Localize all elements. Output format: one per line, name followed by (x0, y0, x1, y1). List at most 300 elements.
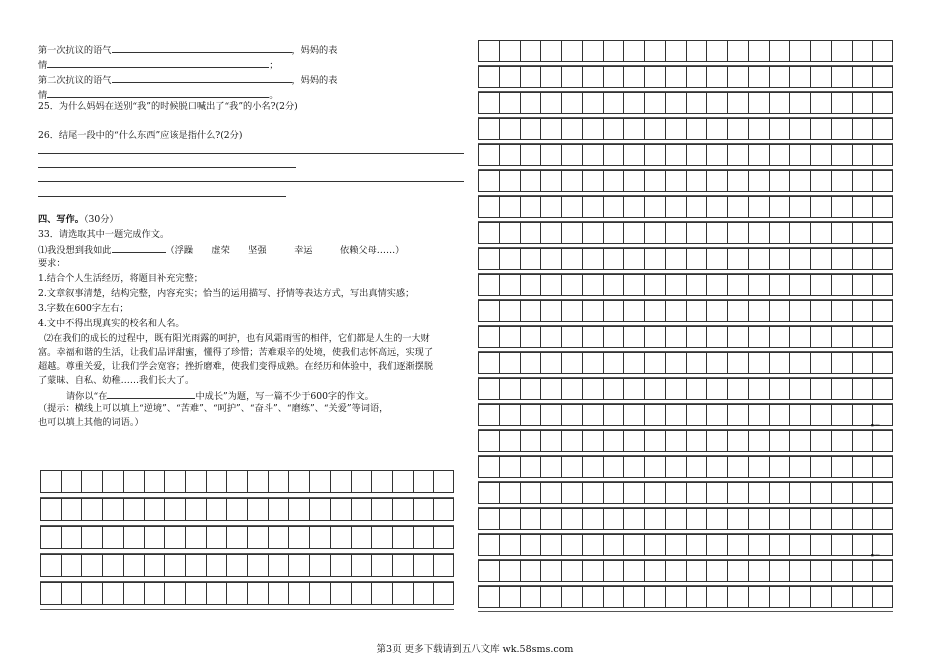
grid-cell-divider (644, 431, 645, 451)
answer-blank[interactable] (112, 73, 292, 83)
grid-cell-divider (623, 223, 624, 243)
grid-cell-divider (831, 405, 832, 425)
grid-cell-divider (623, 301, 624, 321)
grid-cell-divider (268, 583, 269, 604)
grid-row[interactable] (478, 352, 893, 374)
grid-cell-divider (561, 119, 562, 139)
grid-cell-divider (789, 41, 790, 61)
grid-cell-divider (769, 249, 770, 269)
grid-cell-divider (561, 197, 562, 217)
grid-row[interactable] (478, 40, 893, 62)
grid-cell-divider (123, 527, 124, 548)
grid-row[interactable] (478, 274, 893, 296)
grid-cell-divider (789, 379, 790, 399)
grid-cell-divider (520, 223, 521, 243)
grid-cell-divider (872, 509, 873, 529)
grid-cell-divider (644, 67, 645, 87)
grid-cell-divider (831, 561, 832, 581)
grid-cell-divider (686, 561, 687, 581)
grid-cell-divider (769, 171, 770, 191)
grid-cell-divider (831, 587, 832, 607)
grid-cell-divider (603, 509, 604, 529)
grid-cell-divider (540, 353, 541, 373)
grid-cell-divider (520, 483, 521, 503)
grid-cell-divider (789, 483, 790, 503)
grid-cell-divider (872, 587, 873, 607)
grid-row[interactable] (478, 66, 893, 88)
grid-cell-divider (665, 275, 666, 295)
grid-cell-divider (499, 587, 500, 607)
grid-cell-divider (644, 93, 645, 113)
grid-cell-divider (727, 509, 728, 529)
grid-cell-divider (810, 535, 811, 555)
grid-cell-divider (852, 145, 853, 165)
grid-cell-divider (413, 527, 414, 548)
grid-cell-divider (561, 483, 562, 503)
grid-cell-divider (665, 41, 666, 61)
grid-cell-divider (623, 431, 624, 451)
grid-cell-divider (61, 583, 62, 604)
grid-cell-divider (520, 535, 521, 555)
grid-cell-divider (852, 93, 853, 113)
grid-cell-divider (520, 145, 521, 165)
grid-row[interactable] (478, 326, 893, 348)
grid-cell-divider (185, 555, 186, 576)
grid-cell-divider (623, 353, 624, 373)
requirements-title: 要求： (38, 258, 66, 269)
grid-cell-divider (769, 535, 770, 555)
grid-cell-divider (748, 93, 749, 113)
grid-cell-divider (309, 555, 310, 576)
grid-cell-divider (561, 301, 562, 321)
grid-cell-divider (686, 67, 687, 87)
grid-cell-divider (561, 275, 562, 295)
grid-cell-divider (769, 483, 770, 503)
grid-cell-divider (540, 483, 541, 503)
grid-cell-divider (623, 41, 624, 61)
grid-cell-divider (852, 561, 853, 581)
grid-cell-divider (330, 527, 331, 548)
grid-cell-divider (81, 527, 82, 548)
grid-cell-divider (748, 197, 749, 217)
grid-row[interactable] (478, 92, 893, 114)
title-blank[interactable] (107, 389, 195, 399)
grid-cell-divider (623, 327, 624, 347)
grid-row[interactable] (478, 508, 893, 530)
grid-cell-divider (561, 457, 562, 477)
grid-cell-divider (499, 353, 500, 373)
grid-row-separator (40, 605, 454, 610)
grid-cell-divider (623, 67, 624, 87)
grid-cell-divider (727, 275, 728, 295)
grid-cell-divider (665, 483, 666, 503)
grid-cell-divider (540, 145, 541, 165)
grid-cell-divider (852, 405, 853, 425)
grid-cell-divider (582, 405, 583, 425)
grid-cell-divider (540, 327, 541, 347)
grid-cell-divider (540, 67, 541, 87)
grid-cell-divider (727, 457, 728, 477)
grid-cell-divider (623, 561, 624, 581)
grid-cell-divider (706, 93, 707, 113)
grid-row[interactable] (40, 470, 454, 493)
grid-cell-divider (852, 275, 853, 295)
grid-cell-divider (413, 471, 414, 492)
grid-cell-divider (748, 275, 749, 295)
grid-cell-divider (665, 509, 666, 529)
grid-cell-divider (831, 353, 832, 373)
grid-cell-divider (288, 583, 289, 604)
grid-cell-divider (810, 197, 811, 217)
grid-cell-divider (520, 67, 521, 87)
grid-cell-divider (686, 457, 687, 477)
grid-cell-divider (748, 249, 749, 269)
grid-cell-divider (164, 583, 165, 604)
grid-cell-divider (371, 471, 372, 492)
grid-cell-divider (520, 327, 521, 347)
grid-cell-divider (433, 499, 434, 520)
grid-row[interactable] (478, 248, 893, 270)
grid-cell-divider (164, 555, 165, 576)
grid-cell-divider (748, 535, 749, 555)
grid-cell-divider (644, 171, 645, 191)
grid-cell-divider (852, 249, 853, 269)
grid-cell-divider (748, 561, 749, 581)
grid-cell-divider (706, 483, 707, 503)
grid-cell-divider (603, 119, 604, 139)
title-blank[interactable] (112, 243, 166, 253)
grid-cell-divider (623, 275, 624, 295)
grid-cell-divider (831, 223, 832, 243)
grid-cell-divider (789, 457, 790, 477)
grid-cell-divider (288, 527, 289, 548)
grid-cell-divider (831, 509, 832, 529)
grid-row[interactable] (40, 582, 454, 605)
grid-cell-divider (413, 499, 414, 520)
grid-cell-divider (582, 353, 583, 373)
grid-cell-divider (61, 555, 62, 576)
grid-cell-divider (665, 327, 666, 347)
grid-cell-divider (603, 145, 604, 165)
grid-cell-divider (644, 275, 645, 295)
grid-cell-divider (144, 555, 145, 576)
grid-cell-divider (499, 561, 500, 581)
grid-cell-divider (872, 301, 873, 321)
grid-cell-divider (561, 561, 562, 581)
grid-cell-divider (540, 249, 541, 269)
grid-cell-divider (603, 405, 604, 425)
grid-cell-divider (144, 527, 145, 548)
grid-cell-divider (852, 353, 853, 373)
q24-line-1: 第一次抗议的语气 ，妈妈的表 (38, 45, 338, 56)
grid-cell-divider (748, 119, 749, 139)
grid-cell-divider (872, 67, 873, 87)
grid-cell-divider (769, 379, 770, 399)
grid-cell-divider (61, 471, 62, 492)
grid-cell-divider (499, 223, 500, 243)
grid-cell-divider (644, 587, 645, 607)
grid-cell-divider (102, 583, 103, 604)
grid-cell-divider (789, 223, 790, 243)
grid-cell-divider (769, 457, 770, 477)
grid-cell-divider (686, 119, 687, 139)
grid-cell-divider (748, 405, 749, 425)
grid-cell-divider (706, 561, 707, 581)
grid-cell-divider (769, 587, 770, 607)
grid-cell-divider (582, 379, 583, 399)
answer-blank[interactable] (112, 43, 292, 53)
grid-cell-divider (769, 41, 770, 61)
grid-cell-divider (623, 145, 624, 165)
answer-line[interactable] (38, 153, 464, 154)
grid-cell-divider (413, 583, 414, 604)
grid-cell-divider (748, 379, 749, 399)
grid-cell-divider (582, 275, 583, 295)
grid-cell-divider (603, 223, 604, 243)
grid-cell-divider (810, 41, 811, 61)
grid-row[interactable] (478, 586, 893, 608)
grid-cell-divider (520, 197, 521, 217)
grid-cell-divider (309, 471, 310, 492)
grid-row[interactable] (478, 118, 893, 140)
grid-cell-divider (268, 555, 269, 576)
grid-cell-divider (351, 555, 352, 576)
grid-cell-divider (371, 499, 372, 520)
grid-cell-divider (499, 431, 500, 451)
grid-cell-divider (623, 509, 624, 529)
grid-cell-divider (582, 509, 583, 529)
answer-line[interactable] (38, 167, 296, 168)
composition-grid-left[interactable] (40, 470, 454, 606)
grid-row[interactable] (478, 534, 893, 556)
grid-cell-divider (561, 93, 562, 113)
grid-row[interactable] (478, 482, 893, 504)
grid-cell-divider (789, 301, 790, 321)
answer-blank[interactable] (47, 88, 269, 98)
q24-line-2: 情 ； (38, 60, 279, 71)
grid-cell-divider (810, 405, 811, 425)
grid-cell-divider (499, 483, 500, 503)
grid-cell-divider (831, 93, 832, 113)
grid-cell-divider (665, 431, 666, 451)
grid-cell-divider (392, 471, 393, 492)
grid-cell-divider (392, 527, 393, 548)
grid-cell-divider (686, 483, 687, 503)
grid-cell-divider (582, 483, 583, 503)
grid-cell-divider (789, 275, 790, 295)
grid-cell-divider (831, 483, 832, 503)
option-2-line-5: 请你以“在 中成长”为题，写一篇不少于600字的作文。 (66, 391, 374, 402)
composition-grid-right[interactable] (478, 40, 893, 614)
grid-cell-divider (102, 471, 103, 492)
grid-cell-divider (540, 457, 541, 477)
grid-cell-divider (561, 353, 562, 373)
grid-cell-divider (123, 555, 124, 576)
option-2-line-4: 了蒙昧、自私、幼稚……我们长大了。 (38, 375, 195, 386)
grid-row[interactable] (478, 404, 893, 426)
grid-cell-divider (686, 431, 687, 451)
grid-cell-divider (810, 431, 811, 451)
grid-cell-divider (727, 561, 728, 581)
grid-cell-divider (810, 223, 811, 243)
grid-cell-divider (727, 535, 728, 555)
grid-cell-divider (789, 249, 790, 269)
grid-cell-divider (644, 509, 645, 529)
grid-cell-divider (520, 457, 521, 477)
grid-cell-divider (665, 405, 666, 425)
grid-cell-divider (603, 561, 604, 581)
grid-cell-divider (499, 327, 500, 347)
grid-cell-divider (351, 527, 352, 548)
grid-cell-divider (603, 327, 604, 347)
grid-row[interactable] (478, 222, 893, 244)
grid-cell-divider (748, 509, 749, 529)
grid-cell-divider (789, 405, 790, 425)
grid-cell-divider (123, 583, 124, 604)
grid-cell-divider (61, 527, 62, 548)
grid-row[interactable] (478, 170, 893, 192)
grid-cell-divider (623, 249, 624, 269)
grid-cell-divider (540, 93, 541, 113)
grid-cell-divider (499, 509, 500, 529)
grid-cell-divider (540, 431, 541, 451)
grid-cell-divider (309, 527, 310, 548)
grid-cell-divider (268, 471, 269, 492)
grid-cell-divider (686, 379, 687, 399)
answer-line[interactable] (38, 196, 286, 197)
grid-row[interactable] (478, 196, 893, 218)
grid-row[interactable] (40, 526, 454, 549)
grid-cell-divider (644, 301, 645, 321)
grid-cell-divider (392, 583, 393, 604)
grid-cell-divider (206, 499, 207, 520)
grid-cell-divider (561, 67, 562, 87)
grid-cell-divider (520, 379, 521, 399)
grid-cell-divider (810, 171, 811, 191)
grid-cell-divider (330, 555, 331, 576)
grid-cell-divider (499, 171, 500, 191)
grid-cell-divider (727, 431, 728, 451)
grid-cell-divider (520, 93, 521, 113)
grid-row[interactable] (478, 560, 893, 582)
grid-cell-divider (226, 555, 227, 576)
grid-cell-divider (520, 561, 521, 581)
grid-cell-divider (665, 561, 666, 581)
grid-cell-divider (727, 483, 728, 503)
grid-cell-divider (603, 483, 604, 503)
grid-cell-divider (582, 535, 583, 555)
grid-cell-divider (623, 119, 624, 139)
grid-cell-divider (852, 587, 853, 607)
grid-cell-divider (852, 223, 853, 243)
grid-cell-divider (330, 583, 331, 604)
grid-cell-divider (769, 301, 770, 321)
grid-cell-divider (499, 67, 500, 87)
grid-cell-divider (499, 275, 500, 295)
grid-cell-divider (603, 41, 604, 61)
grid-cell-divider (727, 41, 728, 61)
grid-cell-divider (706, 327, 707, 347)
grid-cell-divider (561, 145, 562, 165)
grid-cell-divider (789, 431, 790, 451)
grid-cell-divider (603, 353, 604, 373)
grid-cell-divider (520, 587, 521, 607)
grid-cell-divider (540, 509, 541, 529)
answer-line[interactable] (38, 181, 464, 182)
grid-cell-divider (727, 405, 728, 425)
grid-row[interactable] (478, 430, 893, 452)
grid-cell-divider (582, 67, 583, 87)
grid-cell-divider (789, 171, 790, 191)
grid-row[interactable] (478, 144, 893, 166)
grid-cell-divider (686, 249, 687, 269)
grid-cell-divider (686, 353, 687, 373)
grid-cell-divider (582, 301, 583, 321)
grid-row[interactable] (478, 456, 893, 478)
grid-row-separator (478, 608, 893, 613)
grid-cell-divider (789, 145, 790, 165)
grid-cell-divider (247, 499, 248, 520)
grid-cell-divider (686, 509, 687, 529)
grid-cell-divider (540, 301, 541, 321)
grid-cell-divider (727, 327, 728, 347)
grid-row[interactable] (40, 554, 454, 577)
grid-cell-divider (831, 119, 832, 139)
word-count-mark-400: ■400 (871, 553, 880, 557)
grid-cell-divider (706, 587, 707, 607)
grid-row[interactable] (478, 378, 893, 400)
grid-cell-divider (206, 583, 207, 604)
requirement-2: 2.文章叙事清楚，结构完整，内容充实；恰当的运用描写、抒情等表达方式，写出真情实感； (38, 288, 415, 299)
grid-cell-divider (644, 405, 645, 425)
grid-cell-divider (686, 145, 687, 165)
grid-cell-divider (872, 145, 873, 165)
grid-cell-divider (748, 587, 749, 607)
q24-line-3: 第二次抗议的语气 ，妈妈的表 (38, 75, 338, 86)
grid-cell-divider (520, 249, 521, 269)
grid-cell-divider (499, 379, 500, 399)
grid-cell-divider (81, 555, 82, 576)
grid-cell-divider (831, 197, 832, 217)
grid-cell-divider (582, 457, 583, 477)
grid-cell-divider (603, 431, 604, 451)
grid-cell-divider (623, 457, 624, 477)
grid-cell-divider (603, 275, 604, 295)
grid-cell-divider (686, 587, 687, 607)
option-2-line-1: ⑵在我们的成长的过程中，既有阳光雨露的呵护，也有风霜雨雪的相伴，它们都是人生的一大财 (44, 333, 430, 344)
grid-cell-divider (665, 119, 666, 139)
grid-cell-divider (727, 171, 728, 191)
grid-cell-divider (623, 197, 624, 217)
grid-cell-divider (623, 405, 624, 425)
grid-cell-divider (872, 119, 873, 139)
grid-cell-divider (748, 67, 749, 87)
answer-blank[interactable] (47, 58, 269, 68)
grid-cell-divider (872, 93, 873, 113)
grid-cell-divider (727, 587, 728, 607)
grid-cell-divider (810, 509, 811, 529)
grid-cell-divider (330, 499, 331, 520)
grid-cell-divider (371, 583, 372, 604)
grid-cell-divider (520, 509, 521, 529)
grid-cell-divider (769, 197, 770, 217)
grid-row[interactable] (40, 498, 454, 521)
grid-row[interactable] (478, 300, 893, 322)
grid-cell-divider (499, 249, 500, 269)
grid-cell-divider (727, 93, 728, 113)
grid-cell-divider (831, 41, 832, 61)
grid-cell-divider (561, 431, 562, 451)
